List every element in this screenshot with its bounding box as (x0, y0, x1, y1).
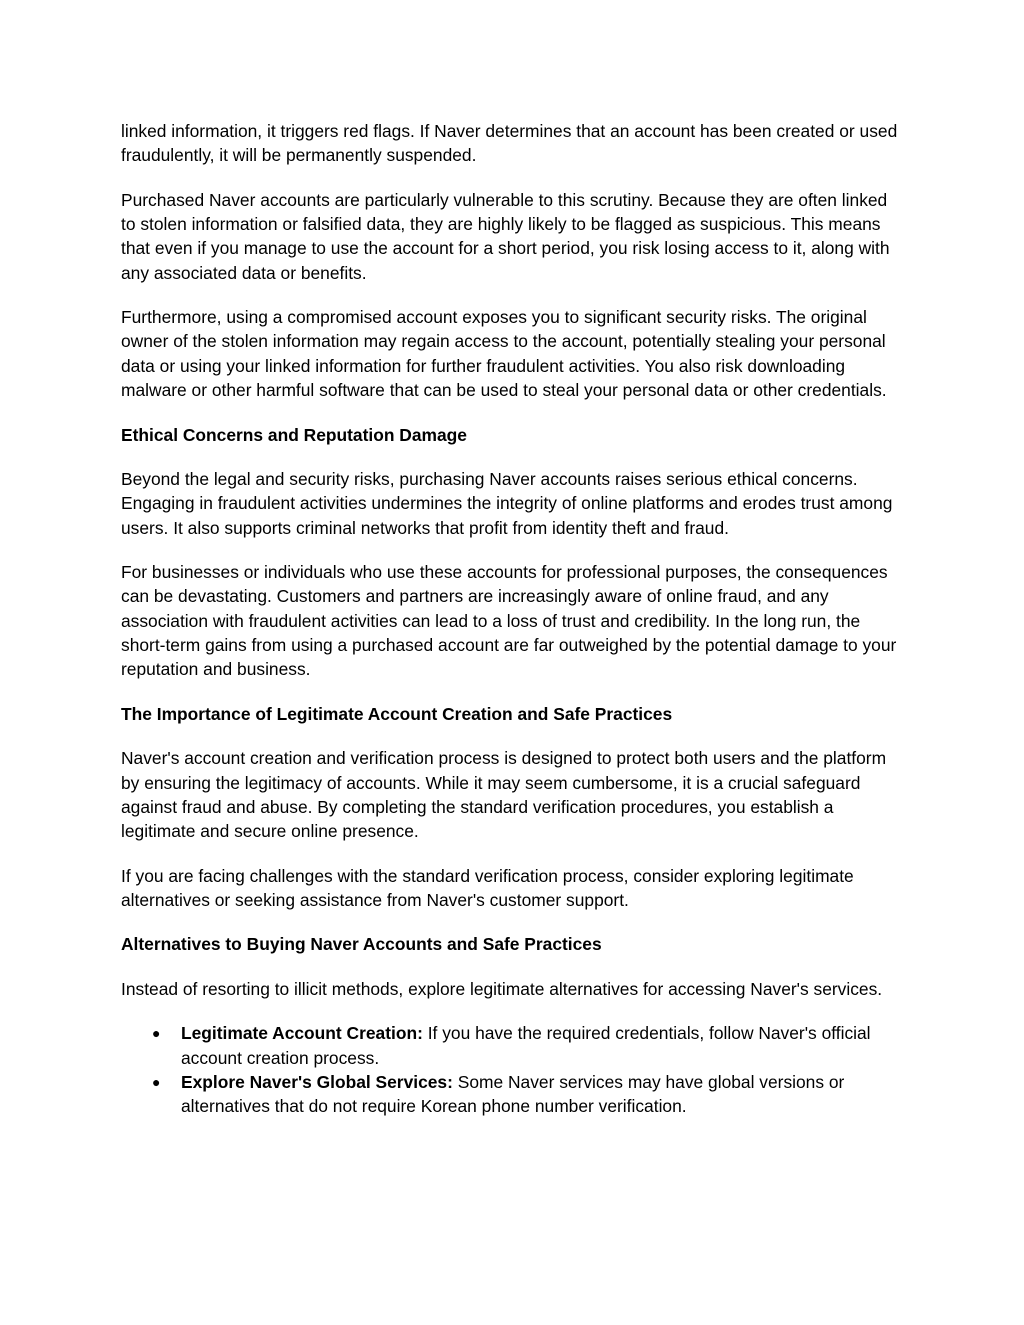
paragraph: For businesses or individuals who use these accounts for professional purposes, the consequences can be devastating. Customers and partners are increasingly aware of online fraud, and any association with fraudulent activities can lead to a loss of trust and credibility. In the long run, the short-term gains from using a purchased account are far outweighed by the potential damage to your reputation and business. (121, 562, 897, 680)
bullet-text: Some Naver services may have global versions or alternatives that do not require Korean phone number verification. (181, 1071, 845, 1117)
paragraph: Instead of resorting to illicit methods, explore legitimate alternatives for accessing Naver's services. (121, 978, 883, 999)
section-heading: The Importance of Legitimate Account Creation and Safe Practices (121, 703, 673, 724)
bullet-list (121, 1021, 906, 1118)
section-heading: Ethical Concerns and Reputation Damage (121, 424, 467, 445)
list-item (152, 1021, 906, 1070)
paragraph: Naver's account creation and verification process is designed to protect both users and the platform by ensuring the legitimacy of accounts. While it may seem cumbersome, it is a crucial safeguard against fraud and abuse. By completing the standard verification procedures, you establish a legitimate and secure online presence. (121, 748, 887, 842)
list-item (152, 1070, 906, 1119)
paragraph: Beyond the legal and security risks, purchasing Naver accounts raises serious ethical concerns. Engaging in fraudulent activities undermines the integrity of online platforms and erodes trust among users. It also supports criminal networks that profit from identity theft and fraud. (121, 469, 893, 538)
paragraph: linked information, it triggers red flags. If Naver determines that an account has been created or used fraudulently, it will be permanently suspended. (121, 121, 898, 166)
bullet-icon: ● (152, 1073, 161, 1090)
paragraph: If you are facing challenges with the standard verification process, consider exploring legitimate alternatives or seeking assistance from Naver's customer support. (121, 865, 854, 910)
bullet-text: If you have the required credentials, follow Naver's official account creation process. (181, 1023, 871, 1068)
document-page (121, 119, 906, 1119)
paragraph: Furthermore, using a compromised account exposes you to significant security risks. The original owner of the stolen information may regain access to the account, potentially stealing your personal data or using your linked information for further fraudulent activities. You also risk downloading malware or other harmful software that can be used to steal your personal data or other credentials. (121, 307, 887, 401)
bullet-lead: Explore Naver's Global Services: (181, 1071, 453, 1092)
section-heading: Alternatives to Buying Naver Accounts and Safe Practices (121, 934, 602, 955)
bullet-lead: Legitimate Account Creation: (181, 1023, 423, 1044)
paragraph: Purchased Naver accounts are particularly vulnerable to this scrutiny. Because they are often linked to stolen information or falsified data, they are highly likely to be flagged as suspicious. This means that even if you manage to use the account for a short period, you risk losing access to it, along with any associated data or benefits. (121, 189, 890, 283)
bullet-icon: ● (152, 1025, 161, 1042)
